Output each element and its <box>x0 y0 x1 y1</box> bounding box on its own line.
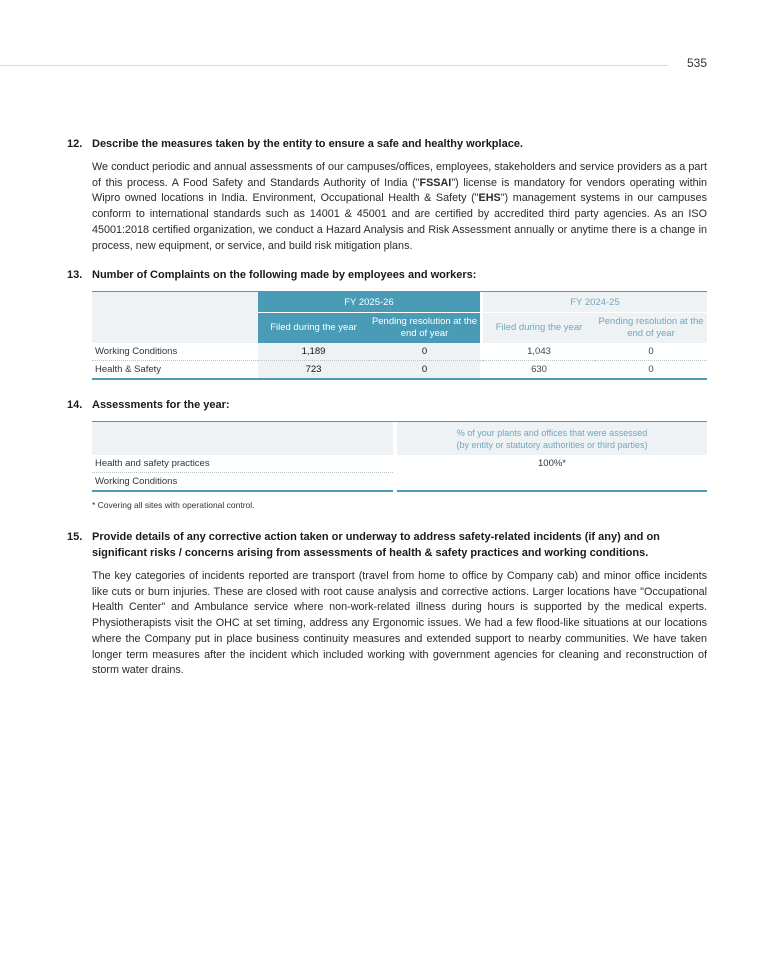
section-13-title <box>67 267 707 283</box>
header-pending: Pending resolution at the end of year <box>595 312 707 343</box>
table-row <box>92 343 707 361</box>
section-number: 14. <box>67 399 83 411</box>
cell-value: 723 <box>258 361 369 380</box>
cell-value: 0 <box>595 343 707 361</box>
paragraph-text: ") license is mandatory for vendors operating within Wipro owned locations in India. Environment, Occupational Health & Safety (" <box>92 176 707 205</box>
row-label: Working Conditions <box>92 343 258 361</box>
section-number: 15. <box>67 531 83 543</box>
table-footnote: * Covering all sites with operational control. <box>92 500 255 510</box>
section-heading: Describe the measures taken by the entity to ensure a safe and healthy workplace. <box>92 138 523 150</box>
cell-value: 1,189 <box>258 343 369 361</box>
header-filed: Filed during the year <box>483 312 595 343</box>
cell-value: 0 <box>595 361 707 380</box>
section-15 <box>67 529 707 679</box>
section-12-paragraph <box>92 160 707 254</box>
assessments-table <box>92 421 707 492</box>
row-label: Health & Safety <box>92 361 258 380</box>
section-13 <box>67 267 707 283</box>
header-filed: Filed during the year <box>258 312 369 343</box>
table-row <box>92 455 707 473</box>
header-rule <box>0 65 668 66</box>
bold-term: FSSAI <box>419 176 452 189</box>
cell-value: 0 <box>369 343 480 361</box>
table-row <box>92 361 707 380</box>
cell-value: 0 <box>369 361 480 380</box>
page-number: 535 <box>686 56 707 70</box>
complaints-table <box>92 291 707 380</box>
header-line: (by entity or statutory authorities or third parties) <box>456 439 648 450</box>
cell-value: 100%* <box>397 455 707 492</box>
section-12-title <box>67 136 707 152</box>
section-15-paragraph: The key categories of incidents reported are transport (travel from home to office by Company cab) and minor office incidents like cuts or burn injuries. These are closed with root cause analysis and corrective actions. Larger locations have "Occupational Health Center" and Ambulance service where non-work-related illness during hours is supported by the medical experts. Physiotherapists visit the OHC at set timing, address any Ergonomic issues. We had a few flood-like situations at our locations where the Company put in place business continuity measures and extended support to nearby communities. We have taken longer term measures after the incident which included working with government agencies for cleaning and reconstruction of storm water drains. <box>92 570 707 677</box>
paragraph-text: ") management systems in our campuses conform to international standards such as 14001 & 45001 and are certified by accredited third party agencies. As an ISO 45001:2018 certified organization, we conduct a Hazard Analysis and Risk Assessment annually or anytime there is a change in process, new equipment, or service, and build risk mitigation plans. <box>92 192 707 252</box>
section-12 <box>67 136 707 254</box>
section-14 <box>67 397 707 413</box>
header-assessed-percent <box>397 421 707 455</box>
header-pending: Pending resolution at the end of year <box>369 312 480 343</box>
section-14-title <box>67 397 707 413</box>
header-fy-previous: FY 2024-25 <box>483 291 707 312</box>
table-corner <box>92 421 393 455</box>
bold-term: EHS <box>478 192 501 205</box>
column-gap <box>393 473 397 492</box>
table-corner <box>92 291 258 343</box>
cell-value: 630 <box>483 361 595 380</box>
section-15-title <box>67 529 707 561</box>
section-number: 12. <box>67 138 83 150</box>
section-heading: Assessments for the year: <box>92 399 230 411</box>
row-label: Working Conditions <box>92 473 393 492</box>
row-label: Health and safety practices <box>92 455 393 473</box>
section-number: 13. <box>67 269 83 281</box>
paragraph-text: We conduct periodic and annual assessments of our campuses/offices, employees, stakeholders and service providers as a part of this process. A Food Safety and Standards Authority of India (" <box>92 161 707 189</box>
header-fy-current: FY 2025-26 <box>258 291 480 312</box>
header-line: % of your plants and offices that were assessed <box>456 427 648 438</box>
section-heading: Provide details of any corrective action taken or underway to address safety-related incidents (if any) and on significant risks / concerns arising from assessments of health & safety practices and working conditions. <box>92 531 660 559</box>
section-heading: Number of Complaints on the following made by employees and workers: <box>92 269 477 281</box>
cell-value: 1,043 <box>483 343 595 361</box>
